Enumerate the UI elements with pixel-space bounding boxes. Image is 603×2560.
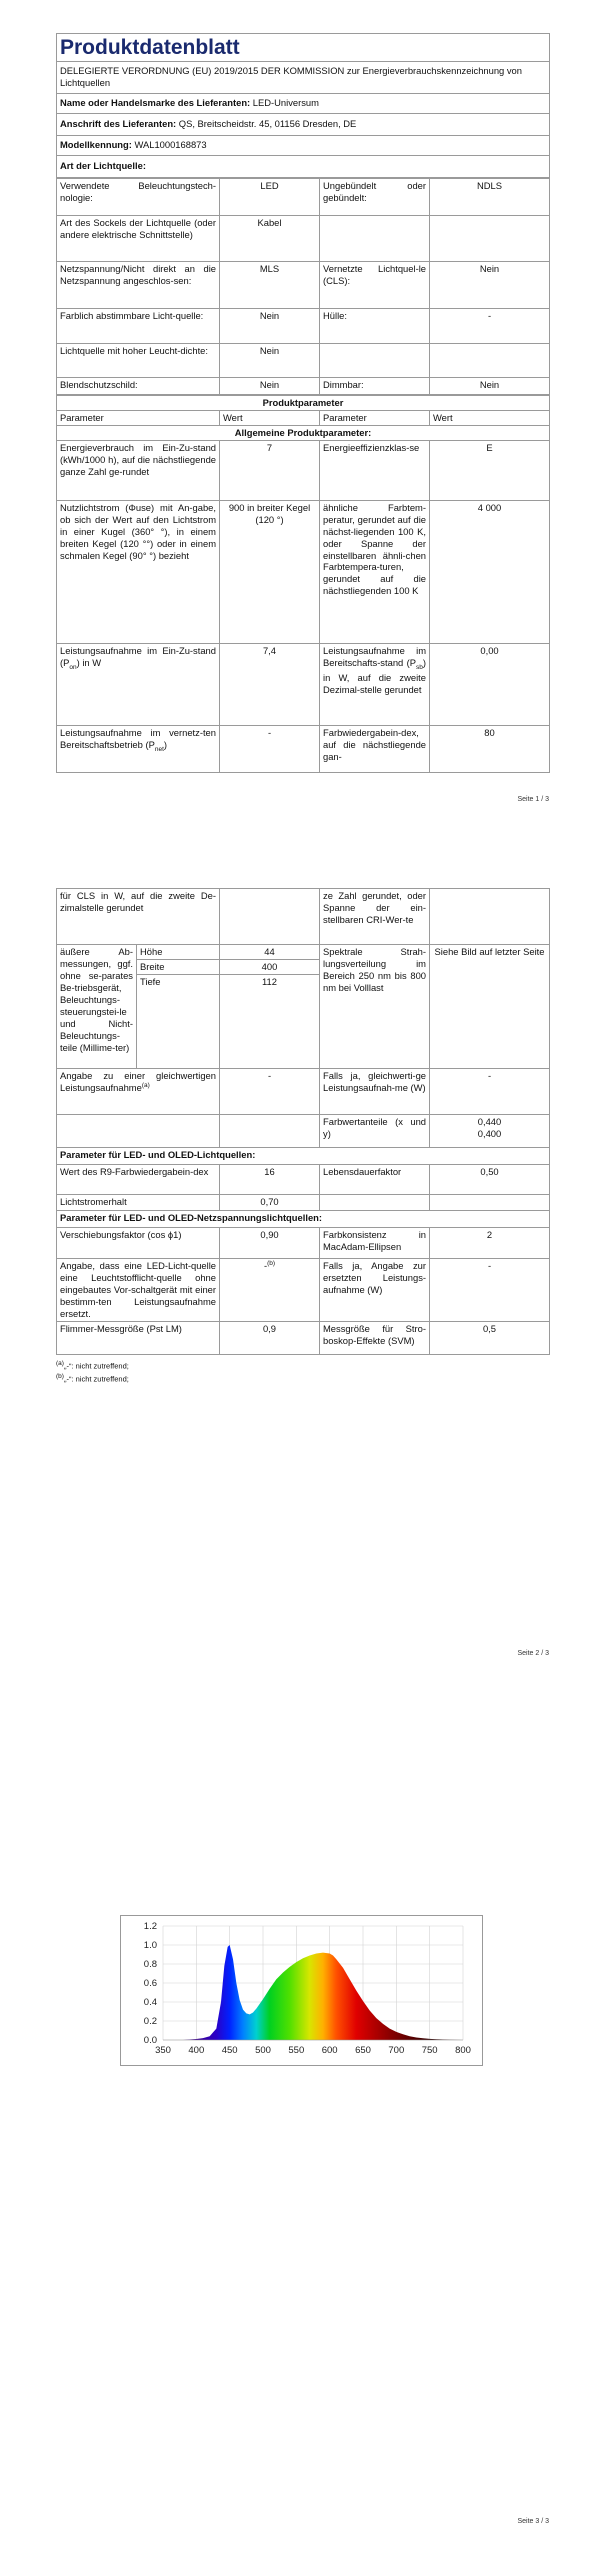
y-tick-label: 1.2: [143, 1921, 157, 1933]
replaced-power-value: -: [430, 1259, 550, 1322]
power-on-label: Leistungsaufnahme im Ein-Zu-stand $(P_{on})$ in W: [57, 643, 220, 725]
tunable-value: Nein: [220, 308, 320, 343]
width-value: 400: [220, 960, 320, 975]
y-tick-label: 1.0: [143, 1940, 157, 1952]
x-tick-label: 650: [355, 2045, 371, 2056]
glare-value: Nein: [220, 377, 320, 394]
address-row: [57, 113, 550, 135]
dimensions-label: äußere Ab-messungen, ggf. ohne se-parates Be-triebsgerät, Beleuchtungs-steuerungstei-le und Nicht-Beleuchtungs-teile (Millime-ter): [57, 945, 137, 1069]
mains-params-heading: Parameter für LED- und OLED-Netzspannungslichtquellen:: [57, 1211, 550, 1228]
regulation-text: DELEGIERTE VERORDNUNG (EU) 2019/2015 DER KOMMISSION zur Energieverbrauchskennzeichnung von Lichtquellen: [57, 62, 550, 94]
technology-value: LED: [220, 178, 320, 215]
height-value: 44: [220, 945, 320, 960]
col-parameter-1: Parameter: [57, 410, 220, 425]
cri-label: Farbwiedergabein-dex, auf die nächstliegende gan-: [320, 725, 430, 772]
footnote-a: (a)„-“: nicht zutreffend;: [56, 1359, 129, 1371]
y-tick-label: 0.8: [143, 1959, 157, 1971]
equivalent-power-value: -: [220, 1069, 320, 1115]
supplier-label: Name oder Handelsmarke des Lieferanten:: [60, 97, 251, 109]
y-tick-label: 0.0: [143, 2035, 157, 2047]
standby-power-label: Leistungsaufnahme im Bereitschafts-stand $(P_{sb})$ in W, auf die zweite Dezimal-stelle gerundet: [320, 643, 430, 725]
displacement-factor-value: 0,90: [220, 1228, 320, 1259]
cri-label-cont: ze Zahl gerundet, oder Spanne der ein-stellbaren CRI-Wer-te: [320, 889, 430, 945]
page-2: [0, 880, 603, 1680]
replaced-power-label: Falls ja, Angabe zur ersetzten Leistungs-aufnahme (W): [320, 1259, 430, 1322]
equivalent-power-w-label: Falls ja, gleichwerti-ge Leistungsaufnah-me (W): [320, 1069, 430, 1115]
equivalent-power-w-value: -: [430, 1069, 550, 1115]
chromaticity-x: 0,440: [477, 1116, 502, 1127]
color-consistency-value: 2: [430, 1228, 550, 1259]
lighttype-heading: Art der Lichtquelle:: [57, 155, 550, 177]
x-tick-label: 550: [288, 2045, 305, 2056]
dimmable-value: Nein: [430, 377, 550, 394]
stroboscopic-label: Messgröße für Stro-boskop-Effekte (SVM): [320, 1321, 430, 1354]
efficiency-class-label: Energieeffizienzklas-se: [320, 440, 430, 500]
header-table: [56, 33, 550, 178]
chromaticity-value: [430, 1115, 550, 1148]
luminous-flux-label: Nutzlichtstrom (Φuse) mit An-gabe, ob sich der Wert auf den Lichtstrom in einer Kugel (360° °), in einem breiten Kegel (120 °°) oder in einem schmalen Kegel (90° °) bezieht: [57, 500, 220, 643]
flicker-label: Flimmer-Messgröße (Pst LM): [57, 1321, 220, 1354]
model-row: [57, 135, 550, 155]
x-tick-label: 450: [221, 2045, 238, 2056]
col-value-1: Wert: [220, 410, 320, 425]
replacement-claim-value: -$^{(b)}$: [220, 1259, 320, 1322]
network-standby-value: -: [220, 725, 320, 772]
x-tick-label: 600: [321, 2045, 338, 2056]
flicker-value: 0,9: [220, 1321, 320, 1354]
network-standby-cont: für CLS in W, auf die zweite De-zimalstelle gerundet: [57, 889, 220, 945]
network-standby-label: Leistungsaufnahme im vernetz-ten Bereitschaftsbetrieb $(P_{net})$: [57, 725, 220, 772]
general-heading: Allgemeine Produktparameter:: [57, 425, 550, 440]
spectral-label: Spektrale Strah-lungsverteilung im Bereich 250 nm bis 800 nm bei Volllast: [320, 945, 430, 1069]
energy-consumption-label: Energieverbrauch im Ein-Zu-stand (kWh/1000 h), auf die nächstliegende ganze Zahl ge-rundet: [57, 440, 220, 500]
hld-value: Nein: [220, 343, 320, 377]
page-1: [0, 0, 603, 815]
replacement-claim-label: Angabe, dass eine LED-Licht-quelle eine Leuchtstofflicht-quelle ohne eingebautes Vor-schaltgerät mit einer bestimm-ten Leistungsaufnahme ersetzt.: [57, 1259, 220, 1322]
tunable-label: Farblich abstimmbare Licht-quelle:: [57, 308, 220, 343]
spectrum-chart: [120, 1915, 483, 2066]
lumen-maintenance-value: 0,70: [220, 1195, 320, 1211]
power-on-value: 7,4: [220, 643, 320, 725]
x-tick-label: 750: [421, 2045, 438, 2056]
stroboscopic-value: 0,5: [430, 1321, 550, 1354]
hld-label: Lichtquelle mit hoher Leucht-dichte:: [57, 343, 220, 377]
page-number: Seite 1 / 3: [517, 796, 549, 803]
page-3: [0, 1720, 603, 2560]
displacement-factor-label: Verschiebungsfaktor (cos ϕ1): [57, 1228, 220, 1259]
envelope-label: Hülle:: [320, 308, 430, 343]
footnote-b: (b)„-“: nicht zutreffend;: [56, 1372, 129, 1384]
mains-label: Netzspannung/Nicht direkt an die Netzspannung angeschlos-sen:: [57, 261, 220, 308]
mains-value: MLS: [220, 261, 320, 308]
dimmable-label: Dimmbar:: [320, 377, 430, 394]
model-label: Modellkennung:: [60, 138, 132, 150]
led-params-heading: Parameter für LED- und OLED-Lichtquellen:: [57, 1148, 550, 1165]
model-value: WAL1000168873: [134, 138, 207, 150]
socket-value: Kabel: [220, 215, 320, 261]
chromaticity-y: 0,400: [477, 1127, 502, 1139]
params-heading: Produktparameter: [57, 395, 550, 410]
page-number: Seite 3 / 3: [517, 2518, 549, 2525]
supplier-value: LED-Universum: [252, 97, 319, 109]
col-value-2: Wert: [430, 410, 550, 425]
doc-title: Produktdatenblatt: [57, 34, 550, 62]
x-tick-label: 500: [255, 2045, 271, 2056]
color-consistency-label: Farbkonsistenz in MacAdam-Ellipsen: [320, 1228, 430, 1259]
footnotes: [56, 1359, 603, 1385]
standby-power-value: 0,00: [430, 643, 550, 725]
x-tick-label: 350: [155, 2045, 171, 2056]
cct-label: ähnliche Farbtem-peratur, gerundet auf die nächst-liegenden 100 K, oder Spanne der einstellbaren ähnli-chen Farbtempera-turen, gerundet auf die nächstliegenden 100 K: [320, 500, 430, 643]
chromaticity-label: Farbwertanteile (x und y): [320, 1115, 430, 1148]
spectrum-chart-svg: [121, 1916, 482, 2065]
socket-label: Art des Sockels der Lichtquelle (oder andere elektrische Schnittstelle): [57, 215, 220, 261]
envelope-value: -: [430, 308, 550, 343]
survival-factor-value: 0,50: [430, 1165, 550, 1195]
height-label: Höhe: [137, 945, 220, 960]
y-tick-label: 0.4: [143, 1997, 157, 2009]
address-label: Anschrift des Lieferanten:: [60, 117, 177, 129]
x-tick-label: 400: [188, 2045, 205, 2056]
page-number: Seite 2 / 3: [517, 1650, 549, 1657]
directional-label: Ungebündelt oder gebündelt:: [320, 178, 430, 215]
width-label: Breite: [137, 960, 220, 975]
cls-label: Vernetzte Lichtquel-le (CLS):: [320, 261, 430, 308]
params-table-cont: [56, 888, 550, 1355]
address-value: QS, Breitscheidstr. 45, 01156 Dresden, DE: [178, 117, 357, 129]
y-tick-label: 0.6: [143, 1978, 157, 1990]
y-tick-label: 0.2: [143, 2016, 157, 2028]
depth-value: 112: [220, 975, 320, 1069]
equivalent-power-label: Angabe zu einer gleichwertigen Leistungsaufnahme$^{(a)}$: [57, 1069, 220, 1115]
lumen-maintenance-label: Lichtstromerhalt: [57, 1195, 220, 1211]
params-table: [56, 395, 550, 773]
x-tick-label: 700: [388, 2045, 405, 2056]
cri-value: 80: [430, 725, 550, 772]
cct-value: 4 000: [430, 500, 550, 643]
spectral-value: Siehe Bild auf letzter Seite: [430, 945, 550, 1069]
r9-value: 16: [220, 1165, 320, 1195]
supplier-row: [57, 94, 550, 114]
lighttype-table: [56, 178, 550, 395]
cls-value: Nein: [430, 261, 550, 308]
r9-label: Wert des R9-Farbwiedergabein-dex: [57, 1165, 220, 1195]
spectrum-area: [163, 1945, 463, 2040]
x-tick-label: 800: [455, 2045, 471, 2056]
glare-label: Blendschutzschild:: [57, 377, 220, 394]
directional-value: NDLS: [430, 178, 550, 215]
luminous-flux-value: 900 in breiter Kegel (120 °): [220, 500, 320, 643]
technology-label: Verwendete Beleuchtungstech-nologie:: [57, 178, 220, 215]
col-parameter-2: Parameter: [320, 410, 430, 425]
survival-factor-label: Lebensdauerfaktor: [320, 1165, 430, 1195]
efficiency-class-value: E: [430, 440, 550, 500]
energy-consumption-value: 7: [220, 440, 320, 500]
depth-label: Tiefe: [137, 975, 220, 1069]
